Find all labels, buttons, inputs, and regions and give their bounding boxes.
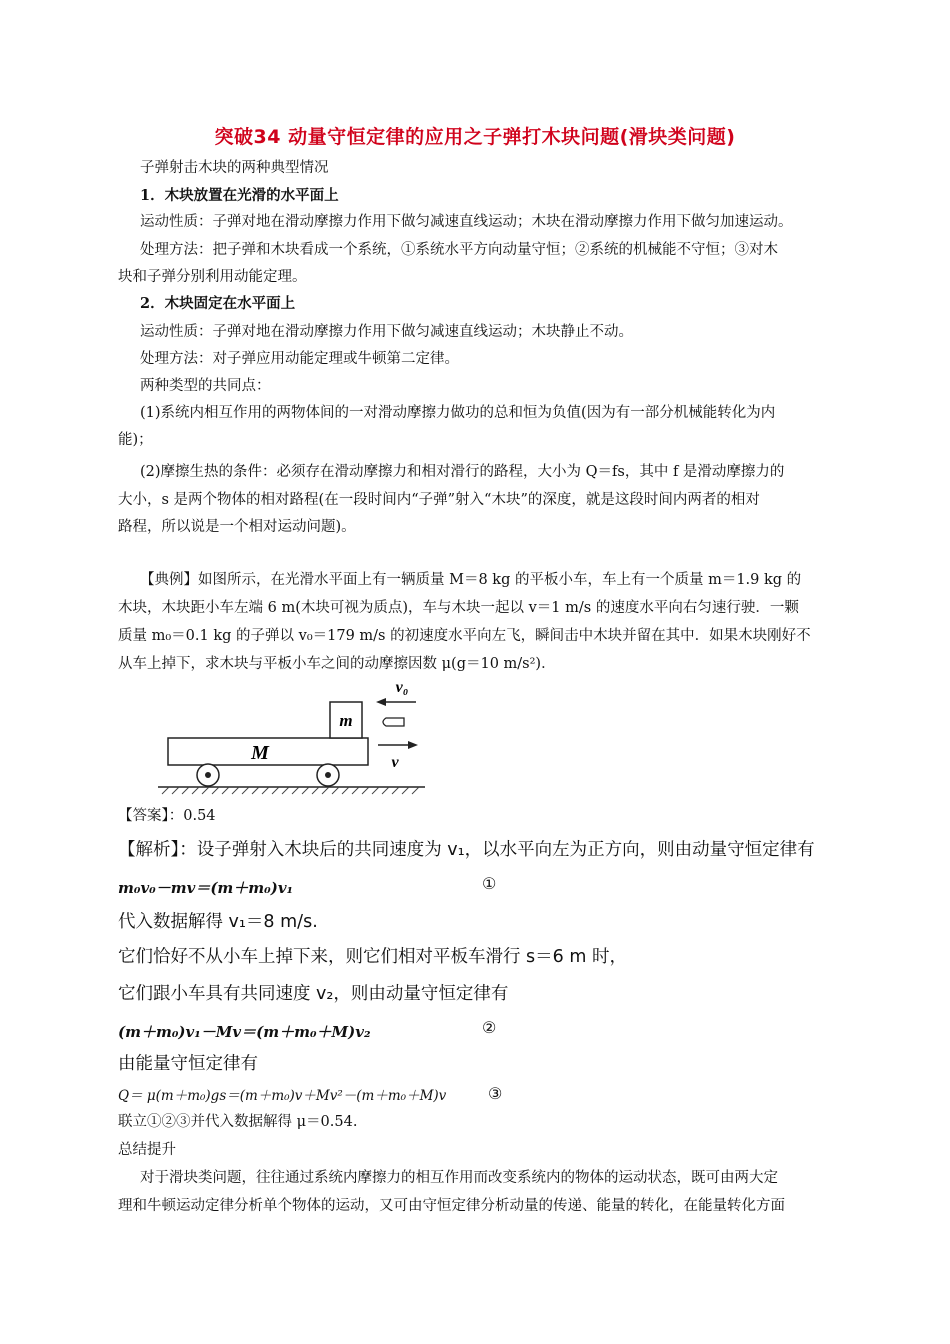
equation-2: (m＋m₀)v₁－Mv＝(m＋m₀＋M)v₂ xyxy=(118,1023,371,1041)
common-point2-line2: 大小，s 是两个物体的相对路程(在一段时间内“子弹”射入“木块”的深度，就是这段时间内两者的相对 xyxy=(118,492,760,508)
summary-line1: 对于滑块类问题，往往通过系统内摩擦力的相互作用而改变系统内的物体的运动状态，既可由两大定 xyxy=(140,1170,778,1186)
cart-mass-label: M xyxy=(251,742,269,764)
bullet-icon xyxy=(383,718,404,726)
block-mass-label: m xyxy=(339,711,353,730)
equation-3-marker: ③ xyxy=(488,1084,503,1103)
v0-label: v₀ xyxy=(395,679,409,696)
equation-1: m₀v₀－mv＝(m＋m₀)v₁ xyxy=(118,879,294,897)
case2-method: 处理方法：对子弹应用动能定理或牛顿第二定律。 xyxy=(140,351,459,367)
common-point1-line1: (1)系统内相互作用的两物体间的一对滑动摩擦力做功的总和恒为负值(因为有一部分机械能转化为内 xyxy=(140,405,776,421)
case1-method-line1: 处理方法：把子弹和木块看成一个系统，①系统水平方向动量守恒；②系统的机械能不守恒；③对木 xyxy=(140,242,778,258)
cart-bullet-diagram xyxy=(150,675,440,800)
common-point2-line1: (2)摩擦生热的条件：必须存在滑动摩擦力和相对滑行的路程，大小为 Q＝fs，其中 f 是滑动摩擦力的 xyxy=(140,464,785,480)
case1-heading: 1．木块放置在光滑的水平面上 xyxy=(140,187,339,204)
v-label: v xyxy=(391,754,399,771)
solution-line5: 由能量守恒定律有 xyxy=(118,1054,258,1074)
v0-arrow-left-icon xyxy=(376,698,416,706)
equation-3: Q＝ μ(m＋m₀)gs＝(m＋m₀)v＋Mv²－(m＋m₀＋M)v xyxy=(118,1088,447,1104)
equation-2-marker: ② xyxy=(482,1018,497,1037)
summary-line2: 理和牛顿运动定律分析单个物体的运动，又可由守恒定律分析动量的传递、能量的转化，在能量转化方面 xyxy=(118,1198,785,1214)
solution-line4: 它们跟小车具有共同速度 v₂，则由动量守恒定律有 xyxy=(118,984,509,1004)
example-line2: 木块，木块距小车左端 6 m(木块可视为质点)，车与木块一起以 v＝1 m/s 的速度水平向右匀速行驶．一颗 xyxy=(118,600,799,616)
intro-text: 子弹射击木块的两种典型情况 xyxy=(140,160,329,176)
answer-line: 【答案】：0.54 xyxy=(118,808,216,824)
common-heading: 两种类型的共同点： xyxy=(140,378,271,394)
solution-line1: 【解析】：设子弹射入木块后的共同速度为 v₁，以水平向左为正方向，则由动量守恒定律有 xyxy=(118,840,815,860)
case1-method-line2: 块和子弹分别利用动能定理。 xyxy=(118,269,307,285)
example-line1: 【典例】如图所示，在光滑水平面上有一辆质量 M＝8 kg 的平板小车，车上有一个质量 m＝1.9 kg 的 xyxy=(140,572,802,588)
common-point2-line3: 路程，所以说是一个相对运动问题)。 xyxy=(118,519,356,535)
equation-1-marker: ① xyxy=(482,874,497,893)
summary-heading: 总结提升 xyxy=(118,1142,176,1158)
ground-hatching xyxy=(162,787,419,794)
example-line3: 质量 m₀＝0.1 kg 的子弹以 v₀＝179 m/s 的初速度水平向左飞，瞬间击中木块并留在其中．如果木块刚好不 xyxy=(118,628,811,644)
page-title: 突破34 动量守恒定律的应用之子弹打木块问题(滑块类问题) xyxy=(214,126,736,148)
example-line4: 从车上掉下，求木块与平板小车之间的动摩擦因数 μ(g＝10 m/s²)． xyxy=(118,656,556,672)
solution-line6: 联立①②③并代入数据解得 μ＝0.54. xyxy=(118,1114,358,1130)
case1-motion: 运动性质：子弹对地在滑动摩擦力作用下做匀减速直线运动；木块在滑动摩擦力作用下做匀加速运动。 xyxy=(140,214,793,230)
case2-motion: 运动性质：子弹对地在滑动摩擦力作用下做匀减速直线运动；木块静止不动。 xyxy=(140,324,633,340)
case2-heading: 2．木块固定在水平面上 xyxy=(140,295,296,312)
wheel-left xyxy=(197,764,219,786)
common-point1-line2: 能)； xyxy=(118,432,153,448)
v-arrow-right-icon xyxy=(378,741,418,749)
wheel-right xyxy=(317,764,339,786)
solution-line3: 它们恰好不从小车上掉下来，则它们相对平板车滑行 s＝6 m 时， xyxy=(118,947,627,967)
solution-line2: 代入数据解得 v₁＝8 m/s. xyxy=(118,912,318,932)
